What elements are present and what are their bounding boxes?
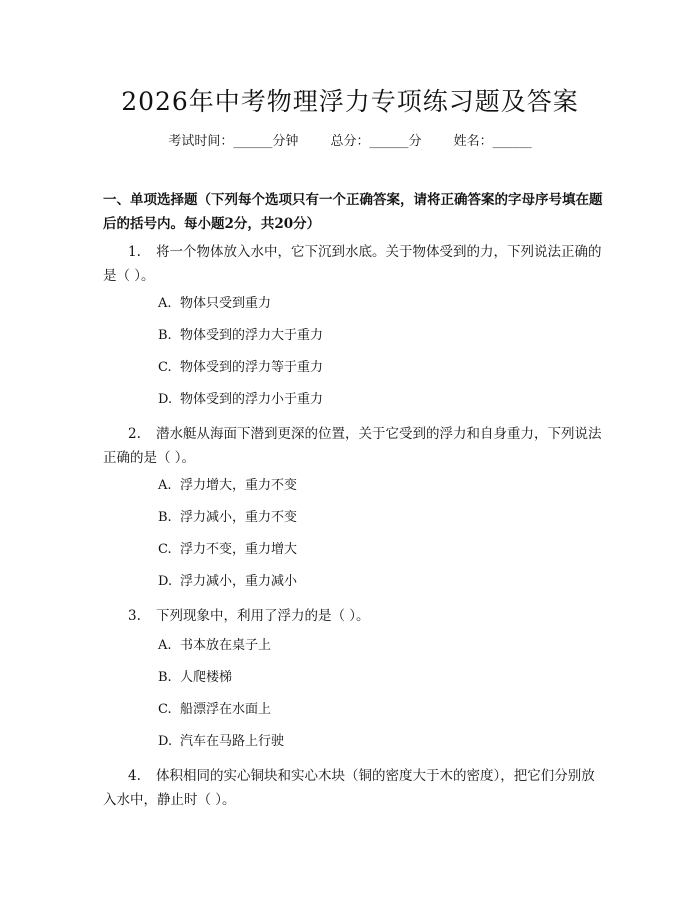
question-number: 4. <box>128 768 141 784</box>
option-letter: C. <box>158 702 172 717</box>
option-letter: D. <box>158 734 173 749</box>
option-3d <box>158 732 284 752</box>
question-number: 2. <box>128 426 141 442</box>
option-1c <box>158 358 323 378</box>
option-2a <box>158 476 297 496</box>
option-letter: B. <box>158 510 172 525</box>
option-text: 物体受到的浮力等于重力 <box>180 360 324 375</box>
question-text: 体积相同的实心铜块和实心木块（铜的密度大于木的密度），把它们分别放入水中，静止时（ ）。 <box>103 768 595 808</box>
option-letter: A. <box>158 296 172 311</box>
option-letter: C. <box>158 360 172 375</box>
option-text: 浮力减小，重力减小 <box>180 574 298 589</box>
total-score: 总分：______分 <box>330 134 422 149</box>
option-2d <box>158 572 297 592</box>
option-text: 浮力增大，重力不变 <box>180 478 298 493</box>
option-3b <box>158 668 232 688</box>
option-text: 汽车在马路上行驶 <box>180 734 285 749</box>
option-letter: D. <box>158 392 173 407</box>
option-text: 物体受到的浮力小于重力 <box>180 392 324 407</box>
option-text: 船漂浮在水面上 <box>180 702 272 717</box>
question-2 <box>103 422 603 470</box>
exam-time: 考试时间：______分钟 <box>168 134 299 149</box>
option-letter: B. <box>158 328 172 343</box>
question-1 <box>103 240 603 288</box>
option-1a <box>158 294 271 314</box>
option-1d <box>158 390 323 410</box>
student-name: 姓名：______ <box>453 134 532 149</box>
option-2b <box>158 508 297 528</box>
exam-info-line <box>0 130 700 149</box>
question-text: 下列现象中，利用了浮力的是（ ）。 <box>156 608 370 624</box>
option-text: 浮力不变，重力增大 <box>180 542 298 557</box>
option-2c <box>158 540 297 560</box>
option-letter: D. <box>158 574 173 589</box>
option-3a <box>158 636 271 656</box>
option-letter: B. <box>158 670 172 685</box>
question-text: 潜水艇从海面下潜到更深的位置，关于它受到的浮力和自身重力，下列说法正确的是（ ）。 <box>103 426 602 466</box>
section-heading: 一、单项选择题（下列每个选项只有一个正确答案，请将正确答案的字母序号填在题后的括号内。每小题2分，共20分） <box>103 192 603 232</box>
option-3c <box>158 700 271 720</box>
option-text: 书本放在桌子上 <box>180 638 272 653</box>
page-title: 2026年中考物理浮力专项练习题及答案 <box>121 87 579 116</box>
option-letter: A. <box>158 478 172 493</box>
option-letter: C. <box>158 542 172 557</box>
question-3 <box>103 604 603 628</box>
option-1b <box>158 326 323 346</box>
question-4 <box>103 764 603 812</box>
question-number: 1. <box>128 244 141 260</box>
option-text: 浮力减小，重力不变 <box>180 510 298 525</box>
option-text: 物体受到的浮力大于重力 <box>180 328 324 343</box>
question-text: 将一个物体放入水中，它下沉到水底。关于物体受到的力，下列说法正确的是（ ）。 <box>103 244 602 284</box>
option-text: 人爬楼梯 <box>180 670 233 685</box>
option-letter: A. <box>158 638 172 653</box>
option-text: 物体只受到重力 <box>180 296 272 311</box>
question-number: 3. <box>128 608 141 624</box>
